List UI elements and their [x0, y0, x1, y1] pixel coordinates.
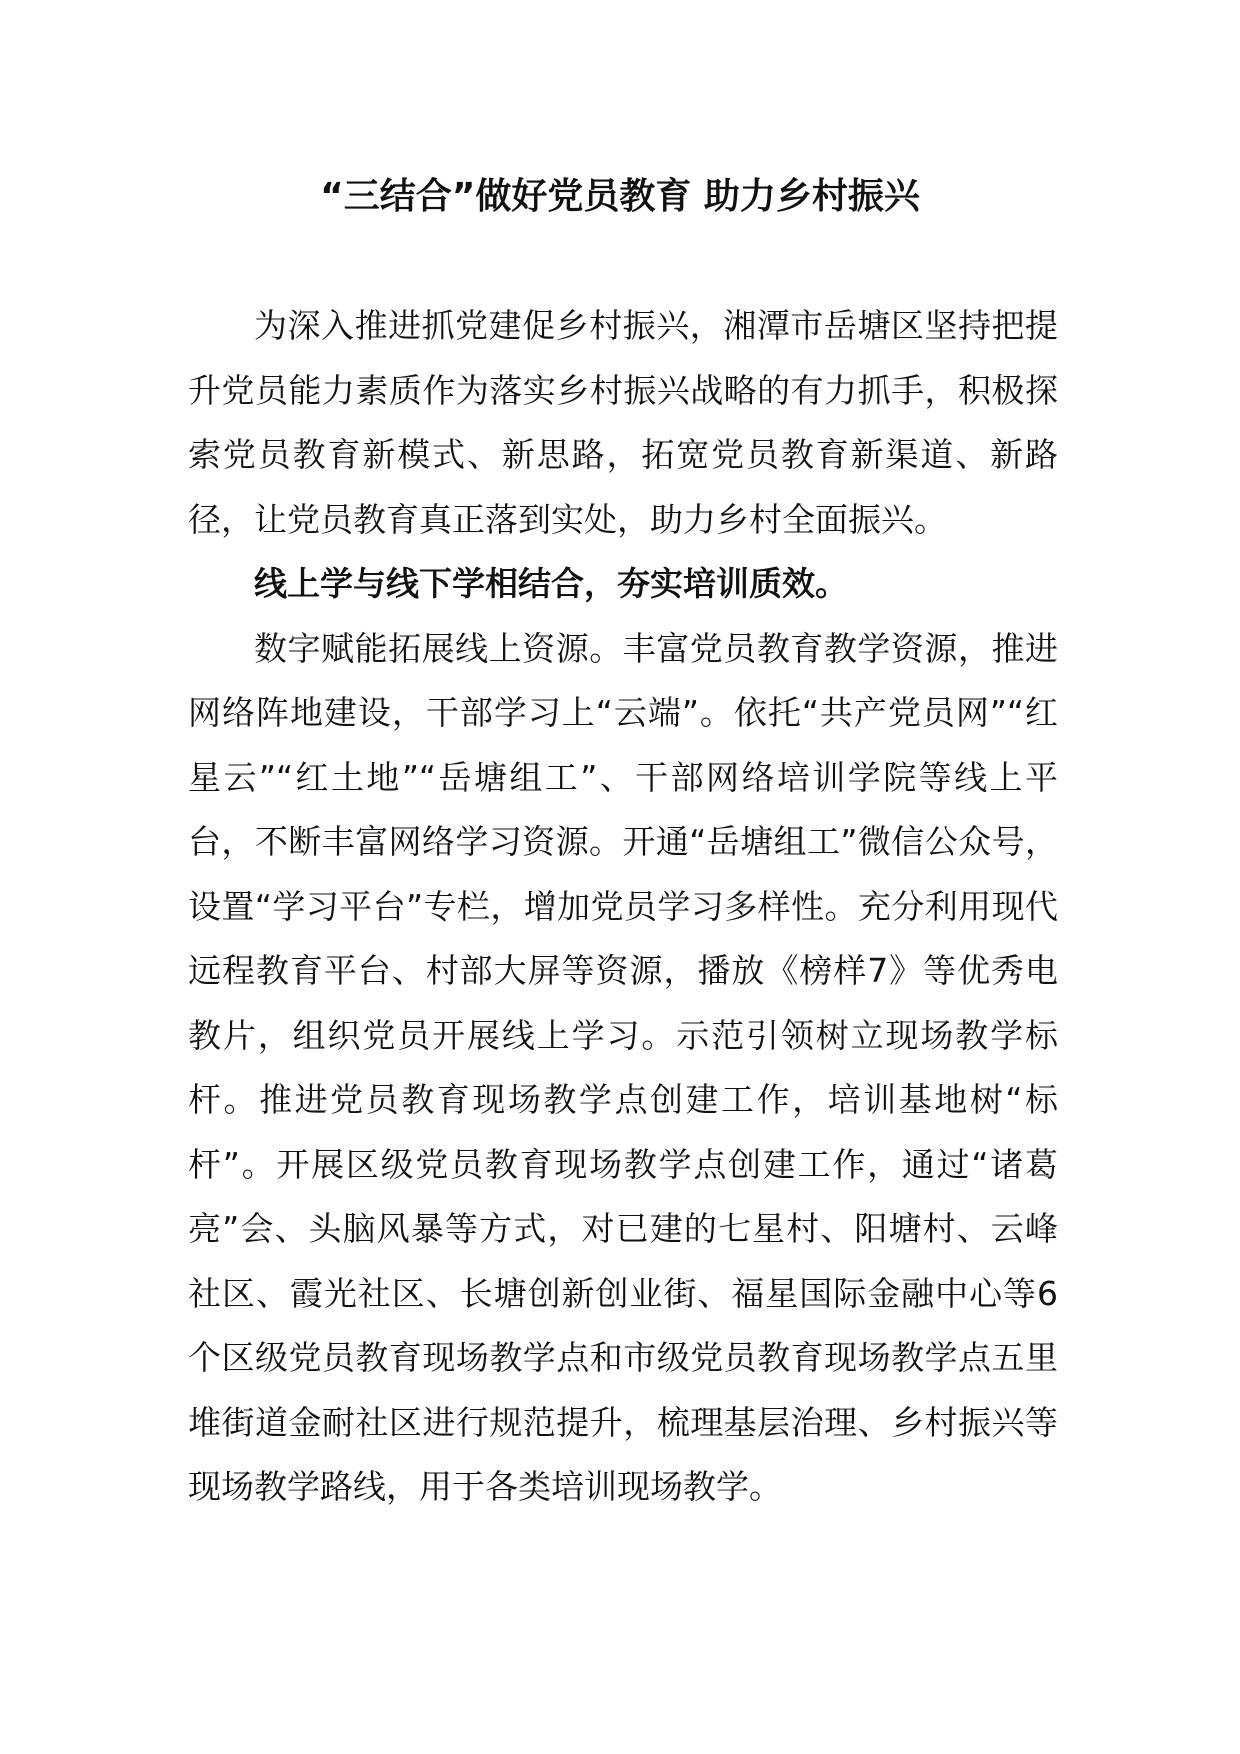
document-body	[188, 294, 1058, 1520]
intro-paragraph: 为深入推进抓党建促乡村振兴，湘潭市岳塘区坚持把提升党员能力素质作为落实乡村振兴战略的有力抓手，积极探索党员教育新模式、新思路，拓宽党员教育新渠道、新路径，让党员教育真正落到实处，助力乡村全面振兴。	[188, 306, 1058, 539]
body-paragraph: 数字赋能拓展线上资源。丰富党员教育教学资源，推进网络阵地建设，干部学习上“云端”。依托“共产党员网”“红星云”“红土地”“岳塘组工”、干部网络培训学院等线上平台，不断丰富网络学习资源。开通“岳塘组工”微信公众号，设置“学习平台”专栏，增加党员学习多样性。充分利用现代远程教育平台、村部大屏等资源，播放《榜样7》等优秀电教片，组织党员开展线上学习。示范引领树立现场教学标杆。推进党员教育现场教学点创建工作，培训基地树“标杆”。开展区级党员教育现场教学点创建工作，通过“诸葛亮”会、头脑风暴等方式，对已建的七星村、阳塘村、云峰社区、霞光社区、长塘创新创业街、福星国际金融中心等6个区级党员教育现场教学点和市级党员教育现场教学点五里堆街道金耐社区进行规范提升，梳理基层治理、乡村振兴等现场教学路线，用于各类培训现场教学。	[188, 628, 1058, 1506]
section-heading: 线上学与线下学相结合，夯实培训质效。	[254, 564, 848, 603]
document-title: “三结合”做好党员教育 助力乡村振兴	[320, 176, 920, 217]
